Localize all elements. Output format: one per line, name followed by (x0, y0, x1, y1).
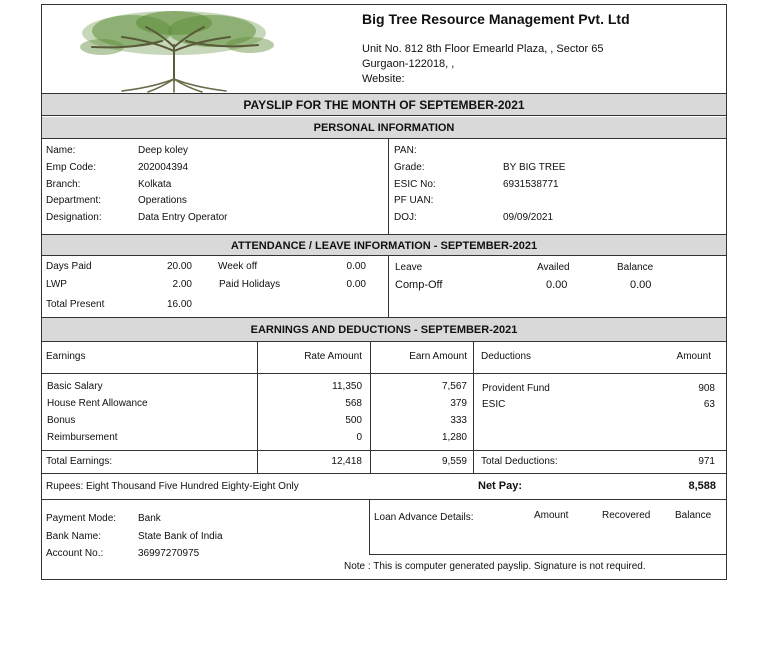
account-no-label: Account No.: (46, 548, 104, 559)
days-paid-label: Days Paid (46, 261, 92, 272)
payment-mode-label: Payment Mode: (46, 513, 117, 524)
earning-name: House Rent Allowance (47, 398, 148, 409)
leave-header: Leave (395, 262, 423, 273)
esic-no-label: ESIC No: (394, 179, 436, 190)
personal-info-heading: PERSONAL INFORMATION (42, 117, 726, 139)
department-value: Operations (138, 195, 187, 206)
total-rate-amount: 12,418 (331, 456, 362, 467)
total-deductions-value: 971 (698, 456, 715, 467)
col-amount: Amount (676, 351, 711, 362)
designation-label: Designation: (46, 212, 102, 223)
loan-balance-header: Balance (675, 510, 712, 521)
earning-earn: 333 (450, 415, 467, 426)
col-earnings: Earnings (46, 351, 86, 362)
earnings-heading: EARNINGS AND DEDUCTIONS - SEPTEMBER-2021 (42, 317, 726, 342)
company-address-line1: Unit No. 812 8th Floor Emearld Plaza, , Sector 65 (362, 43, 604, 55)
total-earn-amount: 9,559 (441, 456, 467, 467)
paid-holidays-value: 0.00 (346, 279, 366, 290)
loan-advance-label: Loan Advance Details: (374, 512, 474, 523)
deduction-amount: 908 (698, 383, 715, 394)
bank-name-value: State Bank of India (138, 531, 223, 542)
col-earn-amount: Earn Amount (409, 351, 467, 362)
department-label: Department: (46, 195, 102, 206)
availed-header: Availed (537, 262, 570, 273)
payslip-sheet (41, 4, 727, 580)
col-deductions: Deductions (481, 351, 532, 362)
deduction-name: Provident Fund (482, 383, 550, 394)
company-address-line2: Gurgaon-122018, , (362, 58, 455, 70)
loan-amount-header: Amount (534, 510, 569, 521)
deduction-name: ESIC (482, 399, 506, 410)
doj-value: 09/09/2021 (503, 212, 554, 223)
week-off-value: 0.00 (346, 261, 366, 272)
earning-rate: 500 (345, 415, 362, 426)
earning-rate: 568 (345, 398, 362, 409)
emp-code-value: 202004394 (138, 162, 189, 173)
earning-name: Bonus (47, 415, 76, 426)
grade-value: BY BIG TREE (503, 162, 566, 173)
earning-earn: 1,280 (441, 432, 467, 443)
amount-in-words: Rupees: Eight Thousand Five Hundred Eighty-Eight Only (46, 481, 299, 492)
pf-uan-label: PF UAN: (394, 195, 434, 206)
deduction-amount: 63 (703, 399, 715, 410)
days-paid-value: 20.00 (166, 261, 192, 272)
name-value: Deep koley (138, 145, 189, 156)
company-name: Big Tree Resource Management Pvt. Ltd (362, 11, 630, 27)
company-website-label: Website: (362, 73, 405, 85)
name-label: Name: (46, 145, 76, 156)
attendance-heading: ATTENDANCE / LEAVE INFORMATION - SEPTEMBER-2021 (42, 234, 726, 256)
tree-logo (62, 7, 287, 93)
compoff-availed: 0.00 (546, 279, 568, 291)
compoff-balance: 0.00 (630, 279, 652, 291)
earning-name: Basic Salary (47, 381, 103, 392)
earning-earn: 379 (450, 398, 467, 409)
total-present-value: 16.00 (166, 299, 192, 310)
grade-label: Grade: (394, 162, 425, 173)
earning-rate: 11,350 (332, 381, 362, 392)
net-pay-label: Net Pay: (478, 480, 523, 492)
loan-recovered-header: Recovered (602, 510, 651, 521)
designation-value: Data Entry Operator (138, 212, 228, 223)
balance-header: Balance (617, 262, 654, 273)
branch-label: Branch: (46, 179, 81, 190)
lwp-label: LWP (46, 279, 67, 290)
compoff-label: Comp-Off (395, 279, 443, 291)
bank-name-label: Bank Name: (46, 531, 102, 542)
net-pay-value: 8,588 (688, 480, 716, 492)
payslip-title: PAYSLIP FOR THE MONTH OF SEPTEMBER-2021 (42, 93, 726, 116)
earning-name: Reimbursement (47, 432, 118, 443)
total-earnings-label: Total Earnings: (46, 456, 113, 467)
paid-holidays-label: Paid Holidays (219, 279, 281, 290)
emp-code-label: Emp Code: (46, 162, 97, 173)
esic-no-value: 6931538771 (503, 179, 559, 190)
total-deductions-label: Total Deductions: (481, 456, 558, 467)
account-no-value: 36997270975 (138, 548, 200, 559)
doj-label: DOJ: (394, 212, 417, 223)
footer-note: Note : This is computer generated payslip. Signature is not required. (344, 561, 646, 572)
total-present-label: Total Present (46, 299, 105, 310)
lwp-value: 2.00 (172, 279, 192, 290)
earning-rate: 0 (356, 432, 362, 443)
earning-earn: 7,567 (441, 381, 467, 392)
week-off-label: Week off (218, 261, 258, 272)
pan-label: PAN: (394, 145, 417, 156)
branch-value: Kolkata (138, 179, 172, 190)
payment-mode-value: Bank (138, 513, 161, 524)
col-rate-amount: Rate Amount (304, 351, 362, 362)
